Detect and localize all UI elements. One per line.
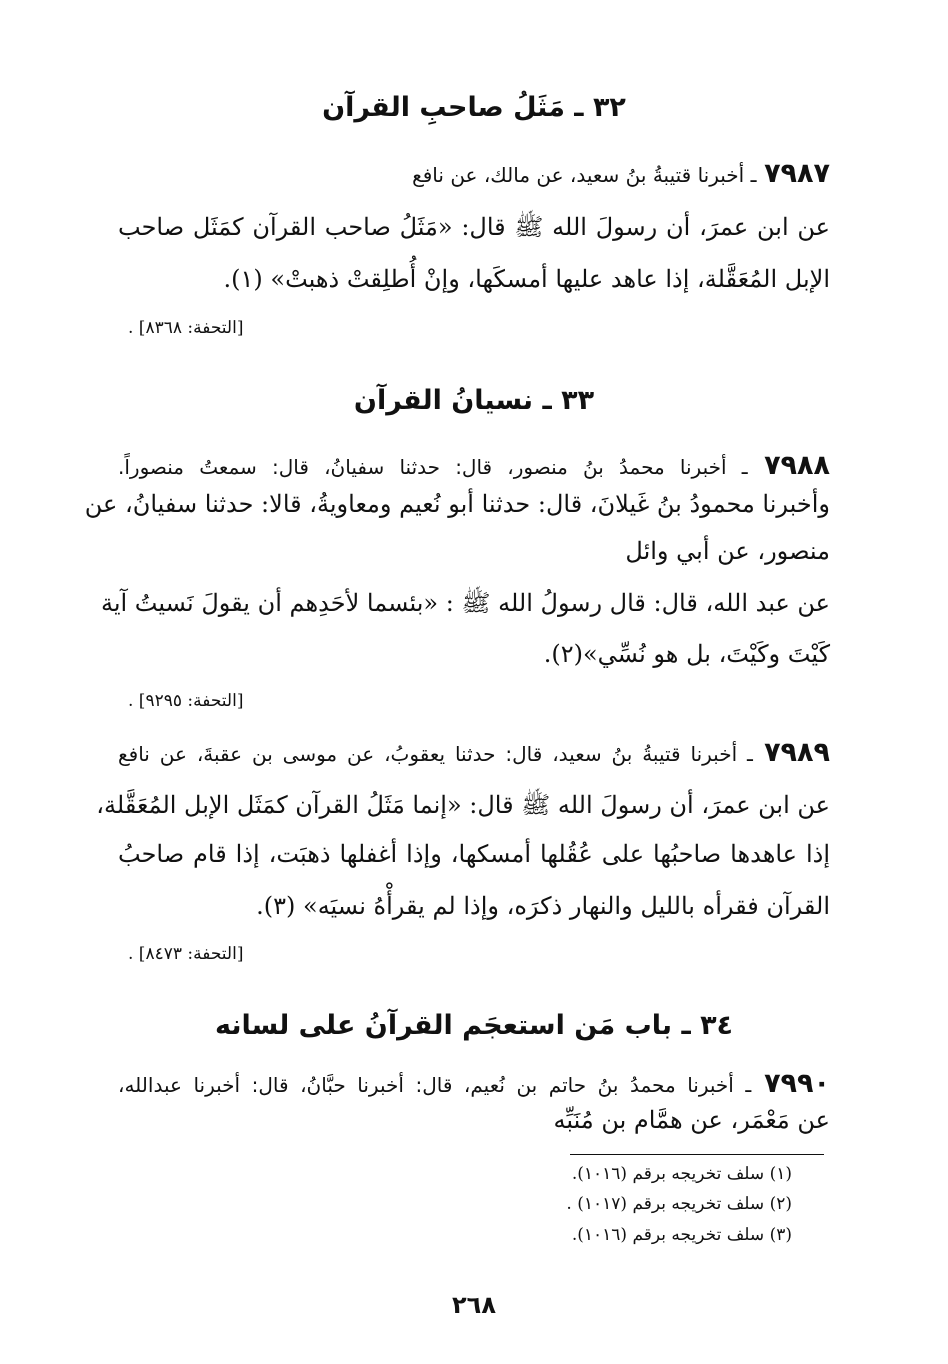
hadith-7990-isnad-line (118, 1068, 830, 1099)
hadith-text-line: عن ابن عمرَ، أن رسولَ الله ﷺ قال: «مَثَلُ صاحب القرآن كمَثَل صاحب (118, 213, 830, 241)
hadith-isnad: ـ أخبرنا محمدُ بنُ حاتم بن نُعيم، قال: أخبرنا حبَّانُ، قال: أخبرنا عبدالله، (118, 1073, 752, 1097)
section-title-33: ٣٣ ـ نسيانُ القرآن (353, 385, 595, 416)
hadith-text-line: عن عبد الله، قال: قال رسولُ الله ﷺ : «بئسما لأحَدِهم أن يقولَ نَسيتُ آية (100, 589, 830, 617)
hadith-text-line: منصور، عن أبي وائل (625, 537, 830, 565)
hadith-isnad: ـ أخبرنا محمدُ بنُ منصور، قال: حدثنا سفيانُ، قال: سمعتُ منصوراً. (118, 455, 748, 479)
hadith-number: ٧٩٨٧ (764, 158, 830, 189)
footnote: (٣) سلف تخريجه برقم (١٠١٦). (571, 1225, 792, 1245)
hadith-number: ٧٩٨٨ (764, 450, 830, 481)
hadith-7989-isnad-line (118, 737, 830, 768)
page-number: ٢٦٨ (452, 1291, 496, 1319)
tohfa-reference: [التحفة: ٩٢٩٥] . (128, 691, 244, 711)
hadith-text-line: إذا عاهدها صاحبُها على عُقُلها أمسكها، وإذا أغفلها ذهبَت، إذا قام صاحبُ (118, 840, 830, 868)
hadith-text-line: القرآن فقرأه بالليل والنهار ذكرَه، وإذا لم يقرأْهُ نسيَه» (٣). (256, 892, 830, 920)
hadith-7987-isnad-line (118, 158, 830, 189)
hadith-number: ٧٩٩٠ (764, 1068, 830, 1099)
hadith-isnad: ـ أخبرنا قتيبةُ بنُ سعيد، قال: حدثنا يعقوبُ، عن موسى بن عقبةَ، عن نافع (118, 742, 753, 766)
footnote: (٢) سلف تخريجه برقم (١٠١٧) . (566, 1194, 792, 1214)
footnote-divider (570, 1154, 824, 1155)
footnote: (١) سلف تخريجه برقم (١٠١٦). (571, 1164, 792, 1184)
hadith-text-line: الإبل المُعَقَّلة، إذا عاهد عليها أمسكَها، وإنْ أُطلِقتْ ذهبتْ» (١). (223, 265, 830, 293)
hadith-number: ٧٩٨٩ (764, 737, 830, 768)
hadith-text-line: عن ابن عمرَ، أن رسولَ الله ﷺ قال: «إنما مَثَلُ القرآن كمَثَل الإبل المُعَقَّلة، (96, 791, 830, 819)
tohfa-reference: [التحفة: ٨٤٧٣] . (128, 944, 244, 964)
tohfa-reference: [التحفة: ٨٣٦٨] . (128, 318, 244, 338)
section-title-34: ٣٤ ـ باب مَن استعجَم القرآنُ على لسانه (214, 1010, 734, 1041)
hadith-text-line: كَيْتَ وكَيْتَ، بل هو نُسِّي»(٢). (543, 640, 830, 668)
hadith-text-line: وأخبرنا محمودُ بنُ غَيلانَ، قال: حدثنا أبو نُعيم ومعاويةُ، قالا: حدثنا سفيانُ، عن (84, 490, 830, 518)
hadith-7988-isnad-line (118, 450, 830, 481)
section-title-32: ٣٢ ـ مَثَلُ صاحبِ القرآن (322, 92, 626, 123)
hadith-isnad: ـ أخبرنا قتيبةُ بنُ سعيد، عن مالك، عن نافع (412, 163, 757, 187)
hadith-text-line: عن مَعْمَر، عن همَّام بن مُنَبِّه (553, 1106, 830, 1134)
